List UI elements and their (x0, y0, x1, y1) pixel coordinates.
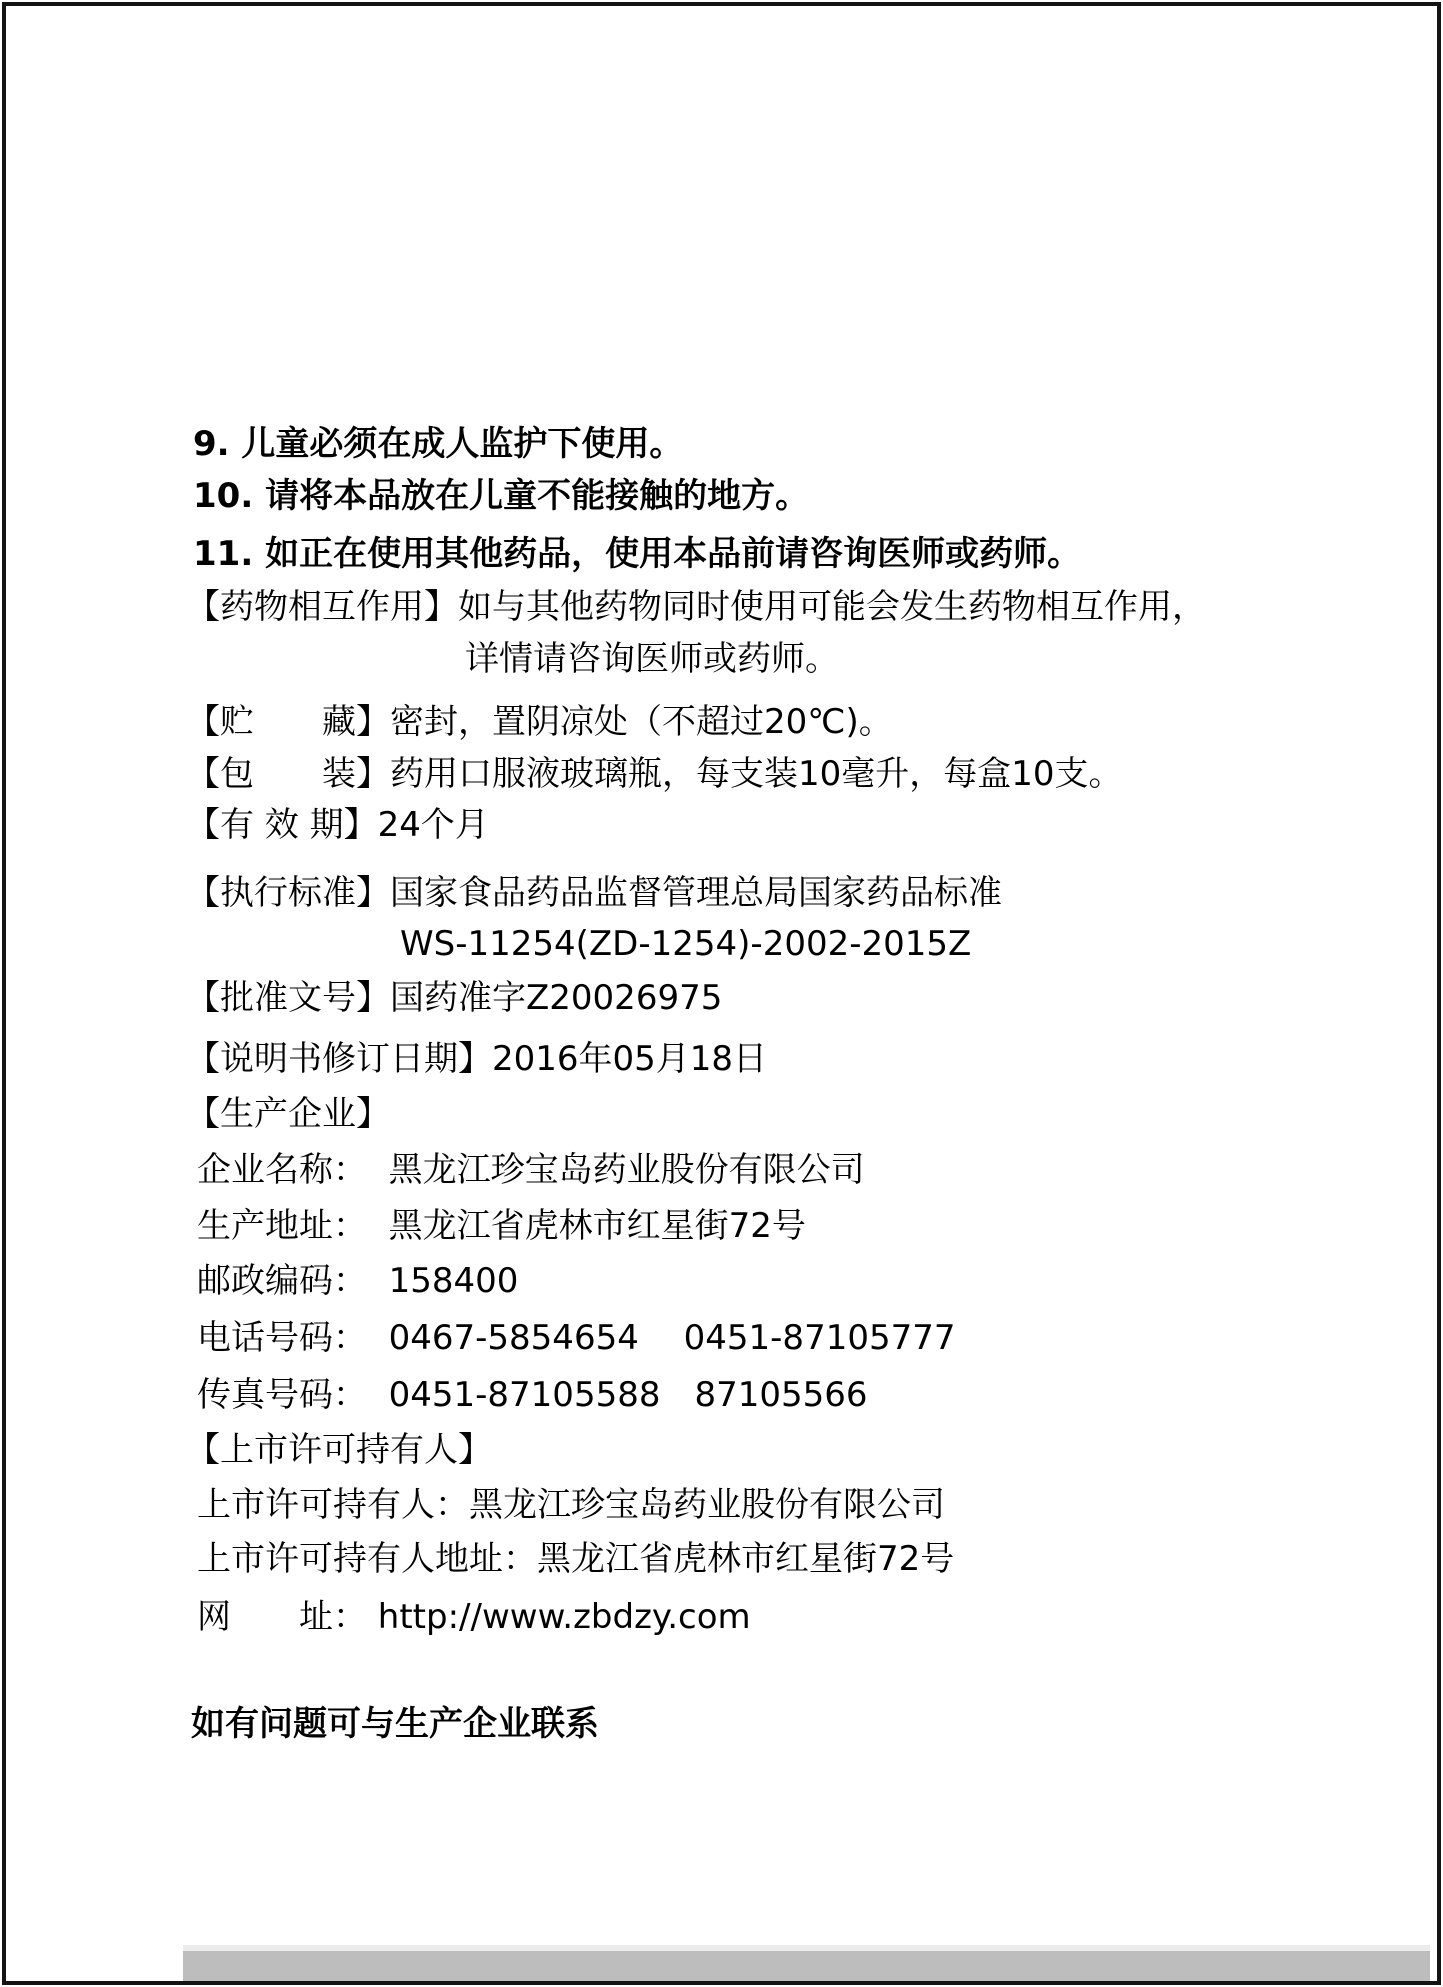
text-line-5: 详情请咨询医师或药师。 (465, 639, 839, 679)
text-line-3: 11. 如正在使用其他药品，使用本品前请咨询医师或药师。 (193, 534, 1082, 574)
text-line-17: 电话号码： 0467-5854654 0451-87105777 (197, 1318, 956, 1358)
text-line-22: 网 址： http://www.zbdzy.com (197, 1597, 751, 1637)
text-line-2: 10. 请将本品放在儿童不能接触的地方。 (193, 476, 810, 516)
text-line-20: 上市许可持有人：黑龙江珍宝岛药业股份有限公司 (197, 1485, 945, 1525)
text-line-7: 【包 装】药用口服液玻璃瓶，每支装10毫升，每盒10支。 (186, 754, 1123, 794)
text-line-4: 【药物相互作用】如与其他药物同时使用可能会发生药物相互作用， (186, 587, 1206, 627)
text-line-21: 上市许可持有人地址：黑龙江省虎林市红星街72号 (197, 1539, 955, 1579)
text-line-23: 如有问题可与生产企业联系 (191, 1704, 599, 1744)
text-line-18: 传真号码： 0451-87105588 87105566 (197, 1375, 868, 1415)
text-line-15: 生产地址： 黑龙江省虎林市红星街72号 (197, 1206, 806, 1246)
text-line-9: 【执行标准】国家食品药品监督管理总局国家药品标准 (186, 873, 1002, 913)
text-line-6: 【贮 藏】密封，置阴凉处（不超过20℃)。 (186, 702, 893, 742)
text-line-16: 邮政编码： 158400 (197, 1261, 519, 1301)
footer-bar (183, 1951, 1430, 1981)
text-line-10: WS-11254(ZD-1254)-2002-2015Z (400, 924, 972, 964)
text-line-13: 【生产企业】 (186, 1094, 390, 1134)
text-line-1: 9. 儿童必须在成人监护下使用。 (193, 424, 684, 464)
text-line-12: 【说明书修订日期】2016年05月18日 (186, 1039, 768, 1079)
text-line-11: 【批准文号】国药准字Z20026975 (186, 978, 723, 1018)
text-line-14: 企业名称： 黑龙江珍宝岛药业股份有限公司 (197, 1150, 865, 1190)
text-line-19: 【上市许可持有人】 (186, 1430, 492, 1470)
text-line-8: 【有 效 期】24个月 (186, 805, 489, 845)
